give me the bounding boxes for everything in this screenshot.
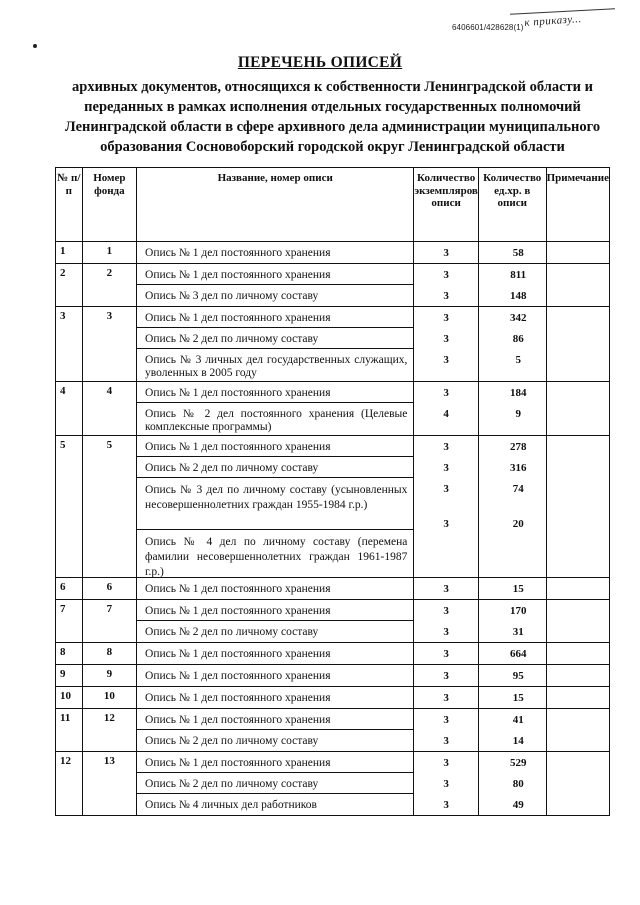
row-number: 2 bbox=[56, 264, 83, 307]
inventory-name: Опись № 1 дел постоянного хранения bbox=[145, 583, 331, 595]
copies-value: 3 bbox=[443, 518, 449, 530]
note-cell bbox=[546, 665, 609, 687]
inventory-names bbox=[137, 665, 414, 687]
table-row bbox=[56, 752, 610, 816]
units-value: 664 bbox=[509, 648, 527, 660]
copies-value: 3 bbox=[443, 670, 449, 682]
fond-number: 3 bbox=[82, 307, 136, 382]
units-value: 15 bbox=[512, 583, 524, 595]
units-value: 15 bbox=[512, 692, 524, 704]
document-subtitle: архивных документов, относящихся к собственности Ленинградской области и переданных в рамках исполнения отдельных государственных полномочий Ленинградской области в сфере архивного дела администрации муниципального образования Сосновоборский городской округ Ленинградской области bbox=[64, 79, 601, 155]
table-row bbox=[56, 242, 610, 264]
copies-value: 3 bbox=[443, 648, 449, 660]
row-number: 5 bbox=[56, 436, 83, 578]
fond-number: 4 bbox=[82, 382, 136, 436]
inventory-name: Опись № 3 дел по личному составу bbox=[145, 290, 319, 302]
units-value: 31 bbox=[512, 626, 524, 638]
inventory-names bbox=[137, 752, 414, 816]
units-value: 80 bbox=[512, 778, 524, 790]
units-value: 86 bbox=[512, 333, 524, 345]
units-cell bbox=[478, 578, 546, 600]
inventory-name: Опись № 1 дел постоянного хранения bbox=[145, 247, 331, 259]
inventory-name: Опись № 2 дел по личному составу bbox=[137, 773, 413, 794]
inventory-names bbox=[137, 687, 414, 709]
fond-number: 1 bbox=[82, 242, 136, 264]
copies-cell bbox=[414, 600, 478, 643]
fond-number: 8 bbox=[82, 643, 136, 665]
inventory-name: Опись № 1 дел постоянного хранения bbox=[137, 382, 413, 403]
note-cell bbox=[546, 242, 609, 264]
units-value: 529 bbox=[509, 757, 527, 769]
handwritten-note: к приказу... bbox=[524, 12, 583, 29]
copies-value: 3 bbox=[443, 799, 449, 811]
row-number: 8 bbox=[56, 643, 83, 665]
inventory-name: Опись № 4 дел по личному составу (перемена фамилии несовершеннолетних граждан 1961-1987 г.р.) bbox=[145, 536, 408, 578]
col-header-units: Количество ед.хр. в описи bbox=[478, 168, 546, 242]
document-title: ПЕРЕЧЕНЬ ОПИСЕЙ bbox=[237, 54, 403, 71]
copies-cell bbox=[414, 665, 478, 687]
document-stamp-number: 6406601/428628(1) bbox=[452, 23, 524, 32]
row-number: 10 bbox=[56, 687, 83, 709]
units-cell bbox=[478, 307, 546, 382]
inventory-name: Опись № 1 дел постоянного хранения bbox=[145, 692, 331, 704]
inventory-name: Опись № 1 дел постоянного хранения bbox=[145, 670, 331, 682]
note-cell bbox=[546, 687, 609, 709]
units-cell bbox=[478, 643, 546, 665]
units-value: 41 bbox=[512, 714, 524, 726]
copies-value: 3 bbox=[443, 354, 449, 366]
inventory-name: Опись № 2 дел по личному составу bbox=[145, 735, 319, 747]
note-cell bbox=[546, 307, 609, 382]
inventory-names bbox=[137, 242, 414, 264]
note-cell bbox=[546, 600, 609, 643]
copies-value: 3 bbox=[443, 605, 449, 617]
copies-cell bbox=[414, 436, 478, 578]
units-value: 5 bbox=[515, 354, 521, 366]
inventory-table bbox=[55, 167, 610, 816]
table-row bbox=[56, 600, 610, 643]
inventory-name: Опись № 1 дел постоянного хранения bbox=[145, 648, 331, 660]
inventory-name: Опись № 2 дел по личному составу bbox=[145, 626, 319, 638]
note-cell bbox=[546, 578, 609, 600]
units-cell bbox=[478, 264, 546, 307]
note-cell bbox=[546, 382, 609, 436]
fond-number: 13 bbox=[82, 752, 136, 816]
inventory-name: Опись № 1 дел постоянного хранения bbox=[137, 307, 413, 328]
copies-value: 3 bbox=[443, 735, 449, 747]
copies-value: 3 bbox=[443, 692, 449, 704]
fond-number: 5 bbox=[82, 436, 136, 578]
inventory-name: Опись № 1 дел постоянного хранения bbox=[137, 264, 413, 285]
copies-cell bbox=[414, 382, 478, 436]
units-cell bbox=[478, 242, 546, 264]
units-cell bbox=[478, 382, 546, 436]
table-row bbox=[56, 709, 610, 752]
copies-value: 3 bbox=[443, 462, 449, 474]
copies-value: 3 bbox=[443, 626, 449, 638]
inventory-names bbox=[137, 709, 414, 752]
inventory-name: Опись № 3 дел по личному составу (усыновленных несовершеннолетних граждан 1955-1984 г.р.) bbox=[137, 478, 413, 530]
fond-number: 12 bbox=[82, 709, 136, 752]
copies-cell bbox=[414, 242, 478, 264]
inventory-names bbox=[137, 264, 414, 307]
units-cell bbox=[478, 687, 546, 709]
table-row bbox=[56, 382, 610, 436]
units-value: 170 bbox=[509, 605, 527, 617]
inventory-names bbox=[137, 643, 414, 665]
fond-number: 9 bbox=[82, 665, 136, 687]
col-header-name: Название, номер описи bbox=[137, 168, 414, 242]
inventory-name: Опись № 1 дел постоянного хранения bbox=[137, 709, 413, 730]
note-cell bbox=[546, 752, 609, 816]
copies-value: 3 bbox=[443, 757, 449, 769]
inventory-name: Опись № 4 личных дел работников bbox=[145, 799, 317, 811]
row-number: 11 bbox=[56, 709, 83, 752]
units-value: 342 bbox=[509, 312, 527, 324]
col-header-fond: Номер фонда bbox=[82, 168, 136, 242]
copies-value: 3 bbox=[443, 247, 449, 259]
copies-value: 3 bbox=[443, 483, 449, 495]
row-number: 1 bbox=[56, 242, 83, 264]
table-row bbox=[56, 436, 610, 578]
note-cell bbox=[546, 643, 609, 665]
table-row bbox=[56, 307, 610, 382]
table-row bbox=[56, 643, 610, 665]
fond-number: 6 bbox=[82, 578, 136, 600]
copies-value: 3 bbox=[443, 714, 449, 726]
inventory-name: Опись № 2 дел постоянного хранения (Целевые комплексные программы) bbox=[145, 408, 408, 433]
units-cell bbox=[478, 665, 546, 687]
copies-cell bbox=[414, 687, 478, 709]
units-value: 14 bbox=[512, 735, 524, 747]
row-number: 7 bbox=[56, 600, 83, 643]
table-header-row bbox=[56, 168, 610, 242]
copies-value: 4 bbox=[443, 408, 449, 420]
row-number: 3 bbox=[56, 307, 83, 382]
copies-cell bbox=[414, 578, 478, 600]
inventory-name: Опись № 2 дел по личному составу bbox=[137, 328, 413, 349]
note-cell bbox=[546, 436, 609, 578]
inventory-names bbox=[137, 600, 414, 643]
copies-cell bbox=[414, 264, 478, 307]
units-value: 20 bbox=[512, 518, 524, 530]
fond-number: 7 bbox=[82, 600, 136, 643]
units-value: 184 bbox=[509, 387, 527, 399]
units-value: 316 bbox=[509, 462, 527, 474]
row-number: 6 bbox=[56, 578, 83, 600]
units-value: 811 bbox=[510, 269, 527, 281]
units-cell bbox=[478, 709, 546, 752]
units-cell bbox=[478, 436, 546, 578]
margin-dot bbox=[33, 44, 37, 48]
table-row bbox=[56, 665, 610, 687]
inventory-name: Опись № 1 дел постоянного хранения bbox=[137, 600, 413, 621]
units-value: 49 bbox=[512, 799, 524, 811]
note-cell bbox=[546, 709, 609, 752]
copies-value: 3 bbox=[443, 441, 449, 453]
row-number: 4 bbox=[56, 382, 83, 436]
inventory-name: Опись № 1 дел постоянного хранения bbox=[137, 752, 413, 773]
fond-number: 2 bbox=[82, 264, 136, 307]
inventory-name: Опись № 2 дел по личному составу bbox=[137, 457, 413, 478]
fond-number: 10 bbox=[82, 687, 136, 709]
note-cell bbox=[546, 264, 609, 307]
copies-cell bbox=[414, 709, 478, 752]
col-header-num: № п/п bbox=[56, 168, 83, 242]
inventory-name: Опись № 1 дел постоянного хранения bbox=[137, 436, 413, 457]
inventory-names bbox=[137, 436, 414, 578]
inventory-name: Опись № 3 личных дел государственных служащих, уволенных в 2005 году bbox=[145, 354, 408, 379]
copies-value: 3 bbox=[443, 387, 449, 399]
units-value: 95 bbox=[512, 670, 524, 682]
units-value: 58 bbox=[512, 247, 524, 259]
units-value: 74 bbox=[512, 483, 524, 495]
table-row bbox=[56, 578, 610, 600]
col-header-copies: Количество экземпляров описи bbox=[414, 168, 478, 242]
row-number: 12 bbox=[56, 752, 83, 816]
table-body bbox=[56, 242, 610, 816]
copies-value: 3 bbox=[443, 778, 449, 790]
units-cell bbox=[478, 752, 546, 816]
units-value: 9 bbox=[515, 408, 521, 420]
copies-cell bbox=[414, 752, 478, 816]
copies-value: 3 bbox=[443, 312, 449, 324]
copies-value: 3 bbox=[443, 583, 449, 595]
col-header-note: Примечание bbox=[546, 168, 609, 242]
inventory-names bbox=[137, 382, 414, 436]
units-value: 278 bbox=[509, 441, 527, 453]
copies-value: 3 bbox=[443, 333, 449, 345]
units-cell bbox=[478, 600, 546, 643]
copies-cell bbox=[414, 307, 478, 382]
units-value: 148 bbox=[509, 290, 527, 302]
inventory-names bbox=[137, 578, 414, 600]
copies-value: 3 bbox=[443, 269, 449, 281]
copies-value: 3 bbox=[443, 290, 449, 302]
inventory-names bbox=[137, 307, 414, 382]
table-row bbox=[56, 687, 610, 709]
row-number: 9 bbox=[56, 665, 83, 687]
copies-cell bbox=[414, 643, 478, 665]
table-row bbox=[56, 264, 610, 307]
